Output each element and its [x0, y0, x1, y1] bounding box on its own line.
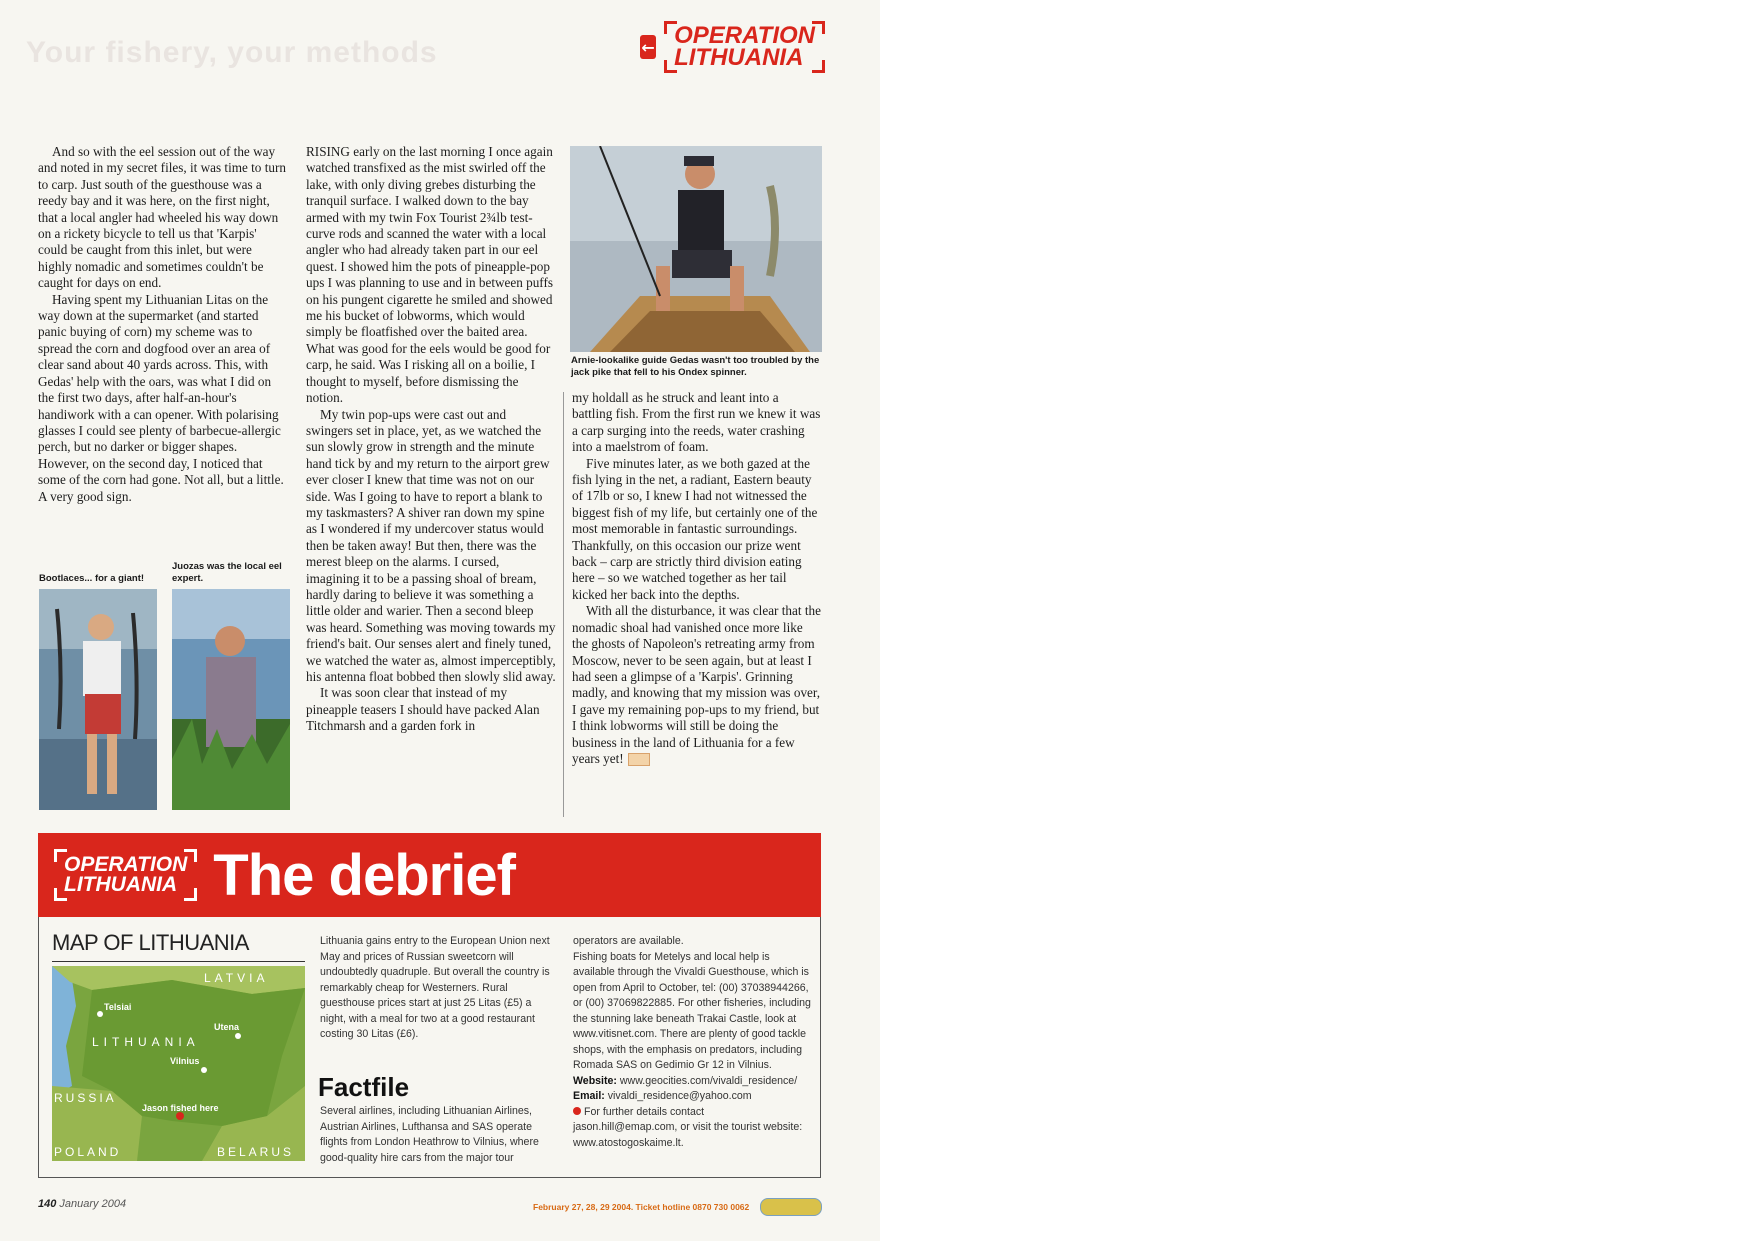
map-title: MAP OF LITHUANIA — [52, 930, 249, 955]
bullet-dot-icon — [573, 1107, 581, 1115]
article-paragraph: My twin pop-ups were cast out and swingers set in place, yet, as we watched the sun slowly grow in strength and the minute hand tick by and my return to the airport grew ever closer I knew that time was not on our side. Was I going to have to report a blank to my taskmasters? A shiver ran down my spine as I wondered if my undercover status would then be taken away! But then, there was the merest bleep on the alarms. I cursed, imagining it to be a passing shoal of bream, hardly daring to believe it was something a little older and warier. Then a second bleep was heard. Something was moving towards my friend's bait. Our senses alert and finely tuned, we watched the water as, almost imperceptibly, his antenna float bobbed then slowly slid away. — [306, 406, 556, 684]
factfile-text: Several airlines, including Lithuanian Airlines, Austrian Airlines, Lufthansa and SAS operate flights from London Heathrow to Vilnius, where good-quality hire cars from the major tour — [320, 1105, 539, 1164]
debrief-banner — [38, 833, 821, 917]
factfile-heading: Factfile — [318, 1072, 410, 1102]
article-paragraph: Five minutes later, as we both gazed at the fish lying in the net, a radiant, Eastern beauty of 17lb or so, I knew I had not witnessed the biggest fish of my life, but certainly one of the most memorable in fantastic surroundings. Thankfully, on this occasion our prize went back – carp are strictly third division eating here – so we watched together as her tail kicked her back into the depths. — [572, 455, 818, 602]
map-label-telsiai: Telsiai — [104, 1002, 132, 1012]
map-label-latvia: LATVIA — [204, 971, 269, 985]
event-logo-badge — [760, 1198, 822, 1216]
website-label: Website: — [573, 1074, 617, 1087]
article-paragraph: And so with the eel session out of the way and noted in my secret files, it was time to turn to carp. Just south of the guesthouse was a reedy bay and it was here, on the first night, that a local angler had wheeled his way down on a rickety bicycle to tell us that 'Karpis' could be caught from this inlet, but were highly nomadic and sometimes couldn't be caught for days on end. — [38, 144, 286, 291]
photo-angler-with-eel — [39, 589, 157, 810]
operation-lithuania-logo — [640, 14, 825, 80]
end-mark-icon — [628, 753, 650, 766]
map-label-vilnius: Vilnius — [170, 1056, 200, 1066]
logo-line2: LITHUANIA — [674, 44, 804, 71]
issue-month: January 2004 — [59, 1198, 127, 1210]
photo-guide-with-pike — [570, 146, 822, 352]
email-label: Email: — [573, 1090, 605, 1102]
map-label-poland: POLAND — [54, 1145, 122, 1159]
photo-caption-juozas: Juozas was the local eel expert. — [172, 561, 282, 584]
logo-text-box — [664, 21, 825, 73]
column-divider — [563, 392, 564, 817]
article-paragraph: With all the disturbance, it was clear that the nomadic shoal had vanished once more like the ghosts of Napoleon's retreating army from Moscow, never to be seen again, but at least I had seen a glimpse of a 'Karpis'. Grinning madly, and knowing that my mission was over, I gave my remaining pop-ups to my friend, but I think lobworms will still be doing the business in the land of Lithuania for a few years yet! — [572, 603, 821, 766]
debrief-right-column: operators are available. Fishing boats for Metelys and local help is available through the Vivaldi Guesthouse, which is open from April to October, tel: (00) 37038944266, or (00) 37069822885. For other fisheries, including the stunning lake beneath Trakai Castle, look at www.vitisnet.com. There are plenty of good tackle shops, with the emphasis on predators, including Romada SAS on Gedimio Gr 12 in Vilnius. Website: www.geocities.com/vivaldi_residence/ Email: vivaldi_residence@yahoo.com For further details contact jason.hill@emap.com, or visit the tourist website: www.atostogoskaime.lt. — [573, 935, 811, 1149]
article-paragraph: my holdall as he struck and leant into a battling fish. From the first run we knew it was a carp surging into the reeds, water crashing into a maelstrom of foam. — [572, 390, 821, 455]
page-folio — [38, 1198, 126, 1210]
map-label-jason: Jason fished here — [142, 1103, 219, 1113]
photo-caption-bootlaces: Bootlaces... for a giant! — [39, 573, 145, 584]
page-number: 140 — [38, 1198, 57, 1210]
map-label-russia: RUSSIA — [54, 1091, 117, 1105]
ghost-header-text: Your fishery, your methods — [26, 36, 438, 69]
map-title-rule — [52, 961, 305, 962]
article-column-3 — [572, 390, 822, 767]
website-link[interactable]: www.geocities.com/vivaldi_residence/ — [619, 1074, 798, 1087]
logo-line1: OPERATION — [674, 22, 815, 49]
debrief-logo: OPERATION LITHUANIA — [54, 849, 197, 901]
article-paragraph: It was soon clear that instead of my pineapple teasers I should have packed Alan Titchmarsh and a garden fork in — [306, 685, 540, 734]
map-label-lithuania: LITHUANIA — [92, 1035, 200, 1049]
map-of-lithuania — [52, 966, 305, 1161]
debrief-intro-text: Lithuania gains entry to the European Union next May and prices of Russian sweetcorn will undoubtedly quadruple. But overall the country is remarkably cheap for Westerners. Rural guesthouse prices start at just 25 Litas (£5) a night, with a meal for two at a good restaurant costing 30 Litas (£6). — [320, 935, 550, 1040]
article-paragraph: Having spent my Lithuanian Litas on the way down at the supermarket (and started panic buying of corn) my scheme was to spread the corn and dogfood over an area of clear sand about 40 yards across. This, with Gedas' help with the oars, was what I did on the first two days, after half-an-hour's handiwork with a can opener. With polarising glasses I could see plenty of barbecue-allergic perch, but no darker or bigger shapes. However, on the second day, I noticed that some of the corn had gone. Not all, but a little. A very good sign. — [38, 291, 284, 504]
arrow-left-icon: ← — [640, 35, 656, 59]
article-paragraph: RISING early on the last morning I once again watched transfixed as the mist swirled off the lake, with only diving grebes disturbing the tranquil surface. I walked down to the bay armed with my twin Fox Tourist 2¾lb test-curve rods and scanned the water with a local angler who had already taken part in our eel quest. I showed him the pots of pineapple-pop ups I was planning to use and in between puffs on his pungent cigarette he smiled and showed me his bucket of lobworms, which would simply be floatfished over the baited area. What was good for the eels would be good for carp, he said. Was I risking all on a boilie, I thought to myself, before dismissing the notion. — [306, 144, 553, 406]
footer-promo: February 27, 28, 29 2004. Ticket hotline 0870 730 0062 — [533, 1202, 750, 1212]
article-column-1 — [38, 144, 288, 505]
map-label-belarus: BELARUS — [217, 1145, 295, 1159]
article-column-2 — [306, 144, 556, 735]
debrief-title: The debrief — [213, 842, 515, 908]
photo-caption-guide: Arnie-lookalike guide Gedas wasn't too troubled by the jack pike that fell to his Ondex spinner. — [571, 355, 820, 378]
photo-local-eel-expert — [172, 589, 290, 810]
map-label-utena: Utena — [214, 1022, 240, 1032]
email-link[interactable]: vivaldi_residence@yahoo.com — [607, 1090, 752, 1102]
